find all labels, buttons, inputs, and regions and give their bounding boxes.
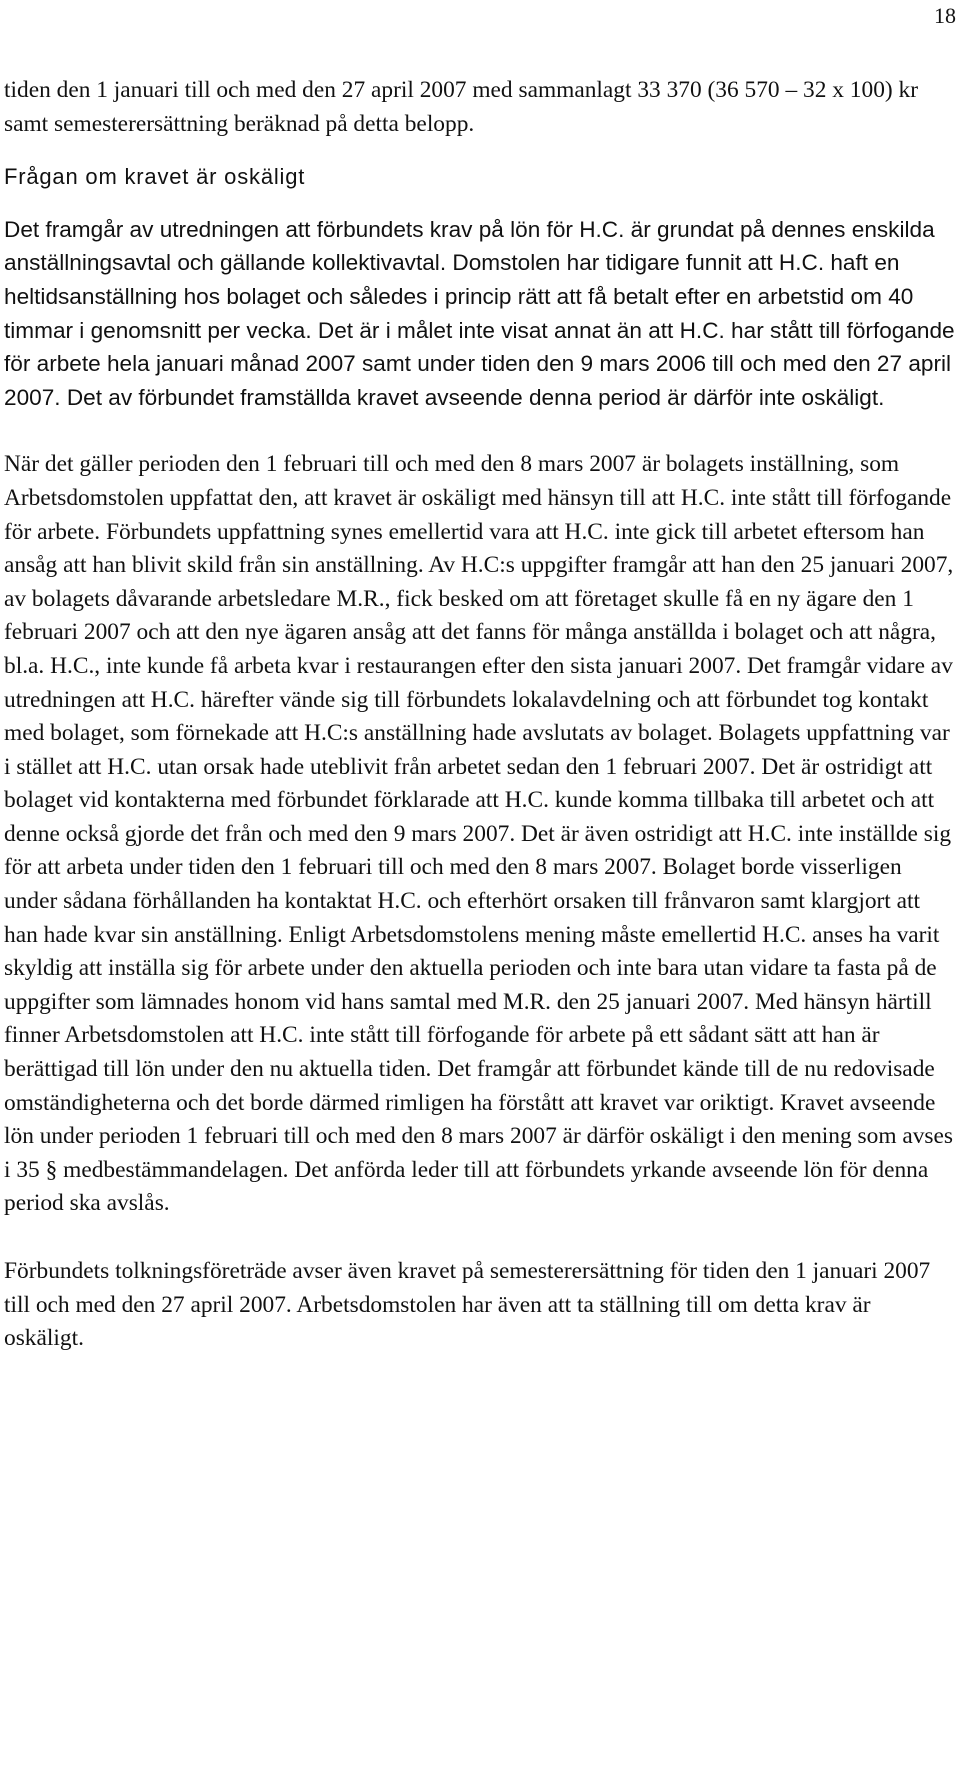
section-heading: Frågan om kravet är oskäligt bbox=[4, 164, 306, 190]
paragraph-assessment-february-march: När det gäller perioden den 1 februari till och med den 8 mars 2007 är bolagets inställning, som Arbetsdomstolen uppfattat den, att kravet är oskäligt med hänsyn till att H.C. inte stått till förfogande för arbete. Förbundets uppfattning synes emellertid vara att H.C. inte gick till arbetet eftersom han ansåg att han blivit skild från sin anställning. Av H.C:s uppgifter framgår att han den 25 januari 2007, av bolagets dåvarande arbetsledare M.R., fick besked om att företaget skulle få en ny ägare den 1 februari 2007 och att den nye ägaren ansåg att det fanns för många anställda i bolaget och att några, bl.a. H.C., inte kunde få arbeta kvar i restaurangen efter den sista januari 2007. Det framgår vidare av utredningen att H.C. härefter vände sig till förbundets lokalavdelning och att förbundet tog kontakt med bolaget, som förnekade att H.C:s anställning hade avslutats av bolaget. Bolagets uppfattning var i stället att H.C. utan orsak hade uteblivit från arbetet sedan den 1 februari 2007. Det är ostridigt att bolaget vid kontakterna med förbundet förklarade att H.C. kunde komma tillbaka till arbetet och att denne också gjorde det från och med den 9 mars 2007. Det är även ostridigt att H.C. inte inställde sig för att arbeta under tiden den 1 februari till och med den 8 mars 2007. Bolaget borde visserligen under sådana förhållanden ha kontaktat H.C. och efterhört orsaken till frånvaron samt klargjort att han hade kvar sin anställning. Enligt Arbetsdomstolens mening måste emellertid H.C. anses ha varit skyldig att inställa sig för arbete under den aktuella perioden och inte bara utan vidare ta fasta på de uppgifter som lämnades honom vid hans samtal med M.R. den 25 januari 2007. Med hänsyn härtill finner Arbetsdomstolen att H.C. inte stått till förfogande för arbete på ett sådant sätt att han är berättigad till lön under den nu aktuella tiden. Det framgår att förbundet kände till de nu redovisade omständigheterna och det borde därmed rimligen ha förstått att kravet var oriktigt. Kravet avseende lön under perioden 1 februari till och med den 8 mars 2007 är därför oskäligt i den mening som avses i 35 § medbestämmandelagen. Det anförda leder till att förbundets yrkande avseende lön för denna period ska avslås. bbox=[4, 451, 954, 1217]
paragraph-assessment-january: Det framgår av utredningen att förbundets krav på lön för H.C. är grundat på dennes enskilda anställningsavtal och gällande kollektivavtal. Domstolen har tidigare funnit att H.C. haft en heltidsanställning hos bolaget och således i princip rätt att få betalt efter en arbetstid om 40 timmar i genomsnitt per vecka. Det är i målet inte visat annat än att H.C. har stått till förfogande för arbete hela januari månad 2007 samt under tiden den 9 mars 2006 till och med den 27 april 2007. Det av förbundet framställda kravet avseende denna period är därför inte oskäligt. bbox=[4, 216, 955, 410]
document-body bbox=[4, 74, 956, 1356]
paragraph-holiday-pay: Förbundets tolkningsföreträde avser även kravet på semesterersättning för tiden den 1 januari 2007 till och med den 27 april 2007. Arbetsdomstolen har även att ta ställning till om detta krav är oskäligt. bbox=[4, 1258, 931, 1352]
paragraph-claim-summary: tiden den 1 januari till och med den 27 april 2007 med sammanlagt 33 370 (36 570 – 32 x 100) kr samt semesterersättning beräknad på detta belopp. bbox=[4, 77, 919, 137]
page-number: 18 bbox=[934, 3, 956, 28]
